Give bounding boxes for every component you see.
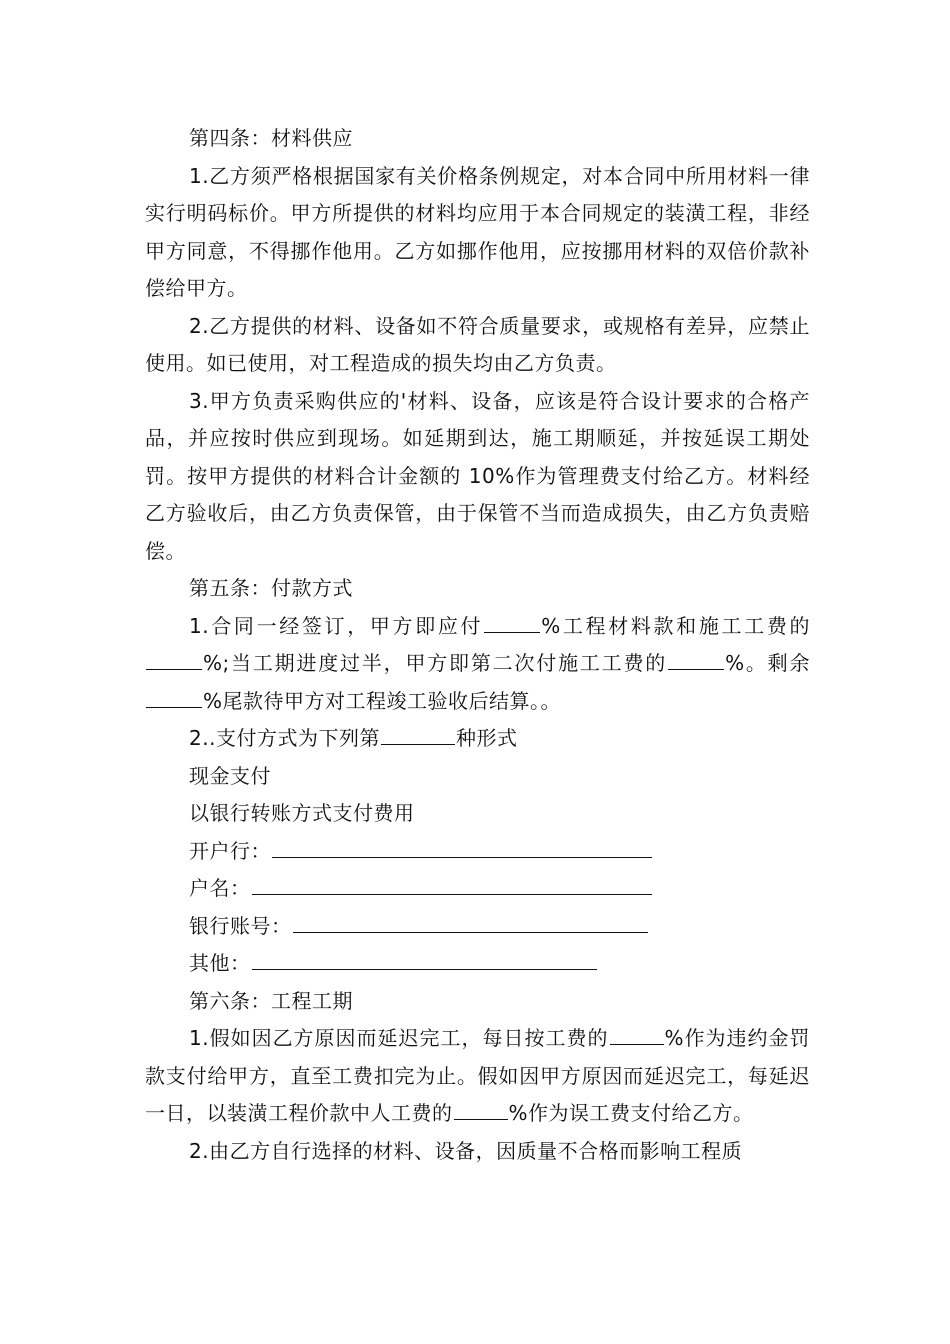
article-5-clause-1 [145, 608, 810, 721]
second-payment-percent-blank[interactable] [668, 649, 724, 670]
final-payment-percent-blank[interactable] [146, 687, 202, 708]
article-6-clause-1 [145, 1020, 810, 1133]
account-number-label: 银行账号： [189, 913, 292, 938]
bank-name-blank[interactable] [272, 837, 652, 858]
other-label: 其他： [189, 951, 251, 975]
clause-text: 1.合同一经签订，甲方即应付 [189, 613, 484, 638]
article-4-heading: 第四条：材料供应 [189, 126, 353, 150]
account-number-row [145, 908, 810, 946]
clause-text: 2..支付方式为下列第 [189, 726, 380, 750]
article-5-heading: 第五条：付款方式 [189, 576, 353, 600]
clause-text: %作为误工费支付给乙方。 [508, 1101, 754, 1125]
labor-fee-percent-blank[interactable] [146, 649, 202, 670]
article-6-clause-2: 2.由乙方自行选择的材料、设备，因质量不合格而影响工程质 [189, 1138, 743, 1163]
clause-text: %工程材料款和施工工费的 [541, 613, 810, 638]
option-cash-payment: 现金支付 [189, 763, 271, 788]
penalty-percent-blank[interactable] [610, 1024, 664, 1045]
clause-text: %。剩余 [725, 651, 810, 675]
article-6-heading: 第六条：工程工期 [189, 988, 353, 1013]
article-4-clause-1: 1.乙方须严格根据国家有关价格条例规定，对本合同中所用材料一律实行明码标价。甲方所提供的材料均应用于本合同规定的装潢工程，非经甲方同意，不得挪作他用。乙方如挪作他用，应按挪用材料的双倍价款补偿给甲方。 [145, 163, 810, 300]
other-row [145, 945, 810, 983]
account-name-label: 户名： [189, 876, 251, 900]
bank-name-label: 开户行： [189, 838, 271, 863]
other-blank[interactable] [252, 949, 597, 970]
account-number-blank[interactable] [293, 912, 648, 933]
first-payment-percent-blank[interactable] [484, 612, 540, 633]
article-5-clause-2 [145, 720, 810, 758]
option-bank-transfer: 以银行转账方式支付费用 [189, 801, 415, 825]
clause-text: %;当工期进度过半，甲方即第二次付施工工费的 [203, 651, 668, 675]
account-name-blank[interactable] [252, 874, 652, 895]
clause-text: 1.假如因乙方原因而延迟完工，每日按工费的 [189, 1026, 609, 1050]
article-4-clause-2: 2.乙方提供的材料、设备如不符合质量要求，或规格有差异，应禁止使用。如已使用，对工程造成的损失均由乙方负责。 [145, 313, 810, 375]
document-page [145, 120, 810, 1170]
article-4-clause-3: 3.甲方负责采购供应的'材料、设备，应该是符合设计要求的合格产品，并应按时供应到现场。如延期到达，施工期顺延，并按延误工期处罚。按甲方提供的材料合计金额的 10%作为管理费支付给乙方。材料经乙方验收后，由乙方负责保管，由于保管不当而造成损失，由乙方负责赔偿。 [145, 388, 810, 563]
clause-text: 种形式 [455, 726, 518, 750]
payment-form-blank[interactable] [381, 724, 455, 745]
account-name-row [145, 870, 810, 908]
bank-name-row [145, 833, 810, 871]
delay-compensation-percent-blank[interactable] [454, 1099, 508, 1120]
clause-text: %作为违约金罚款支付给甲方，直至工费扣完为止。假如因甲方原因而延迟完工，每延迟一日，以装潢工程价款中人工费的 [145, 1026, 810, 1125]
clause-text: %尾款待甲方对工程竣工验收后结算。。 [203, 688, 562, 713]
